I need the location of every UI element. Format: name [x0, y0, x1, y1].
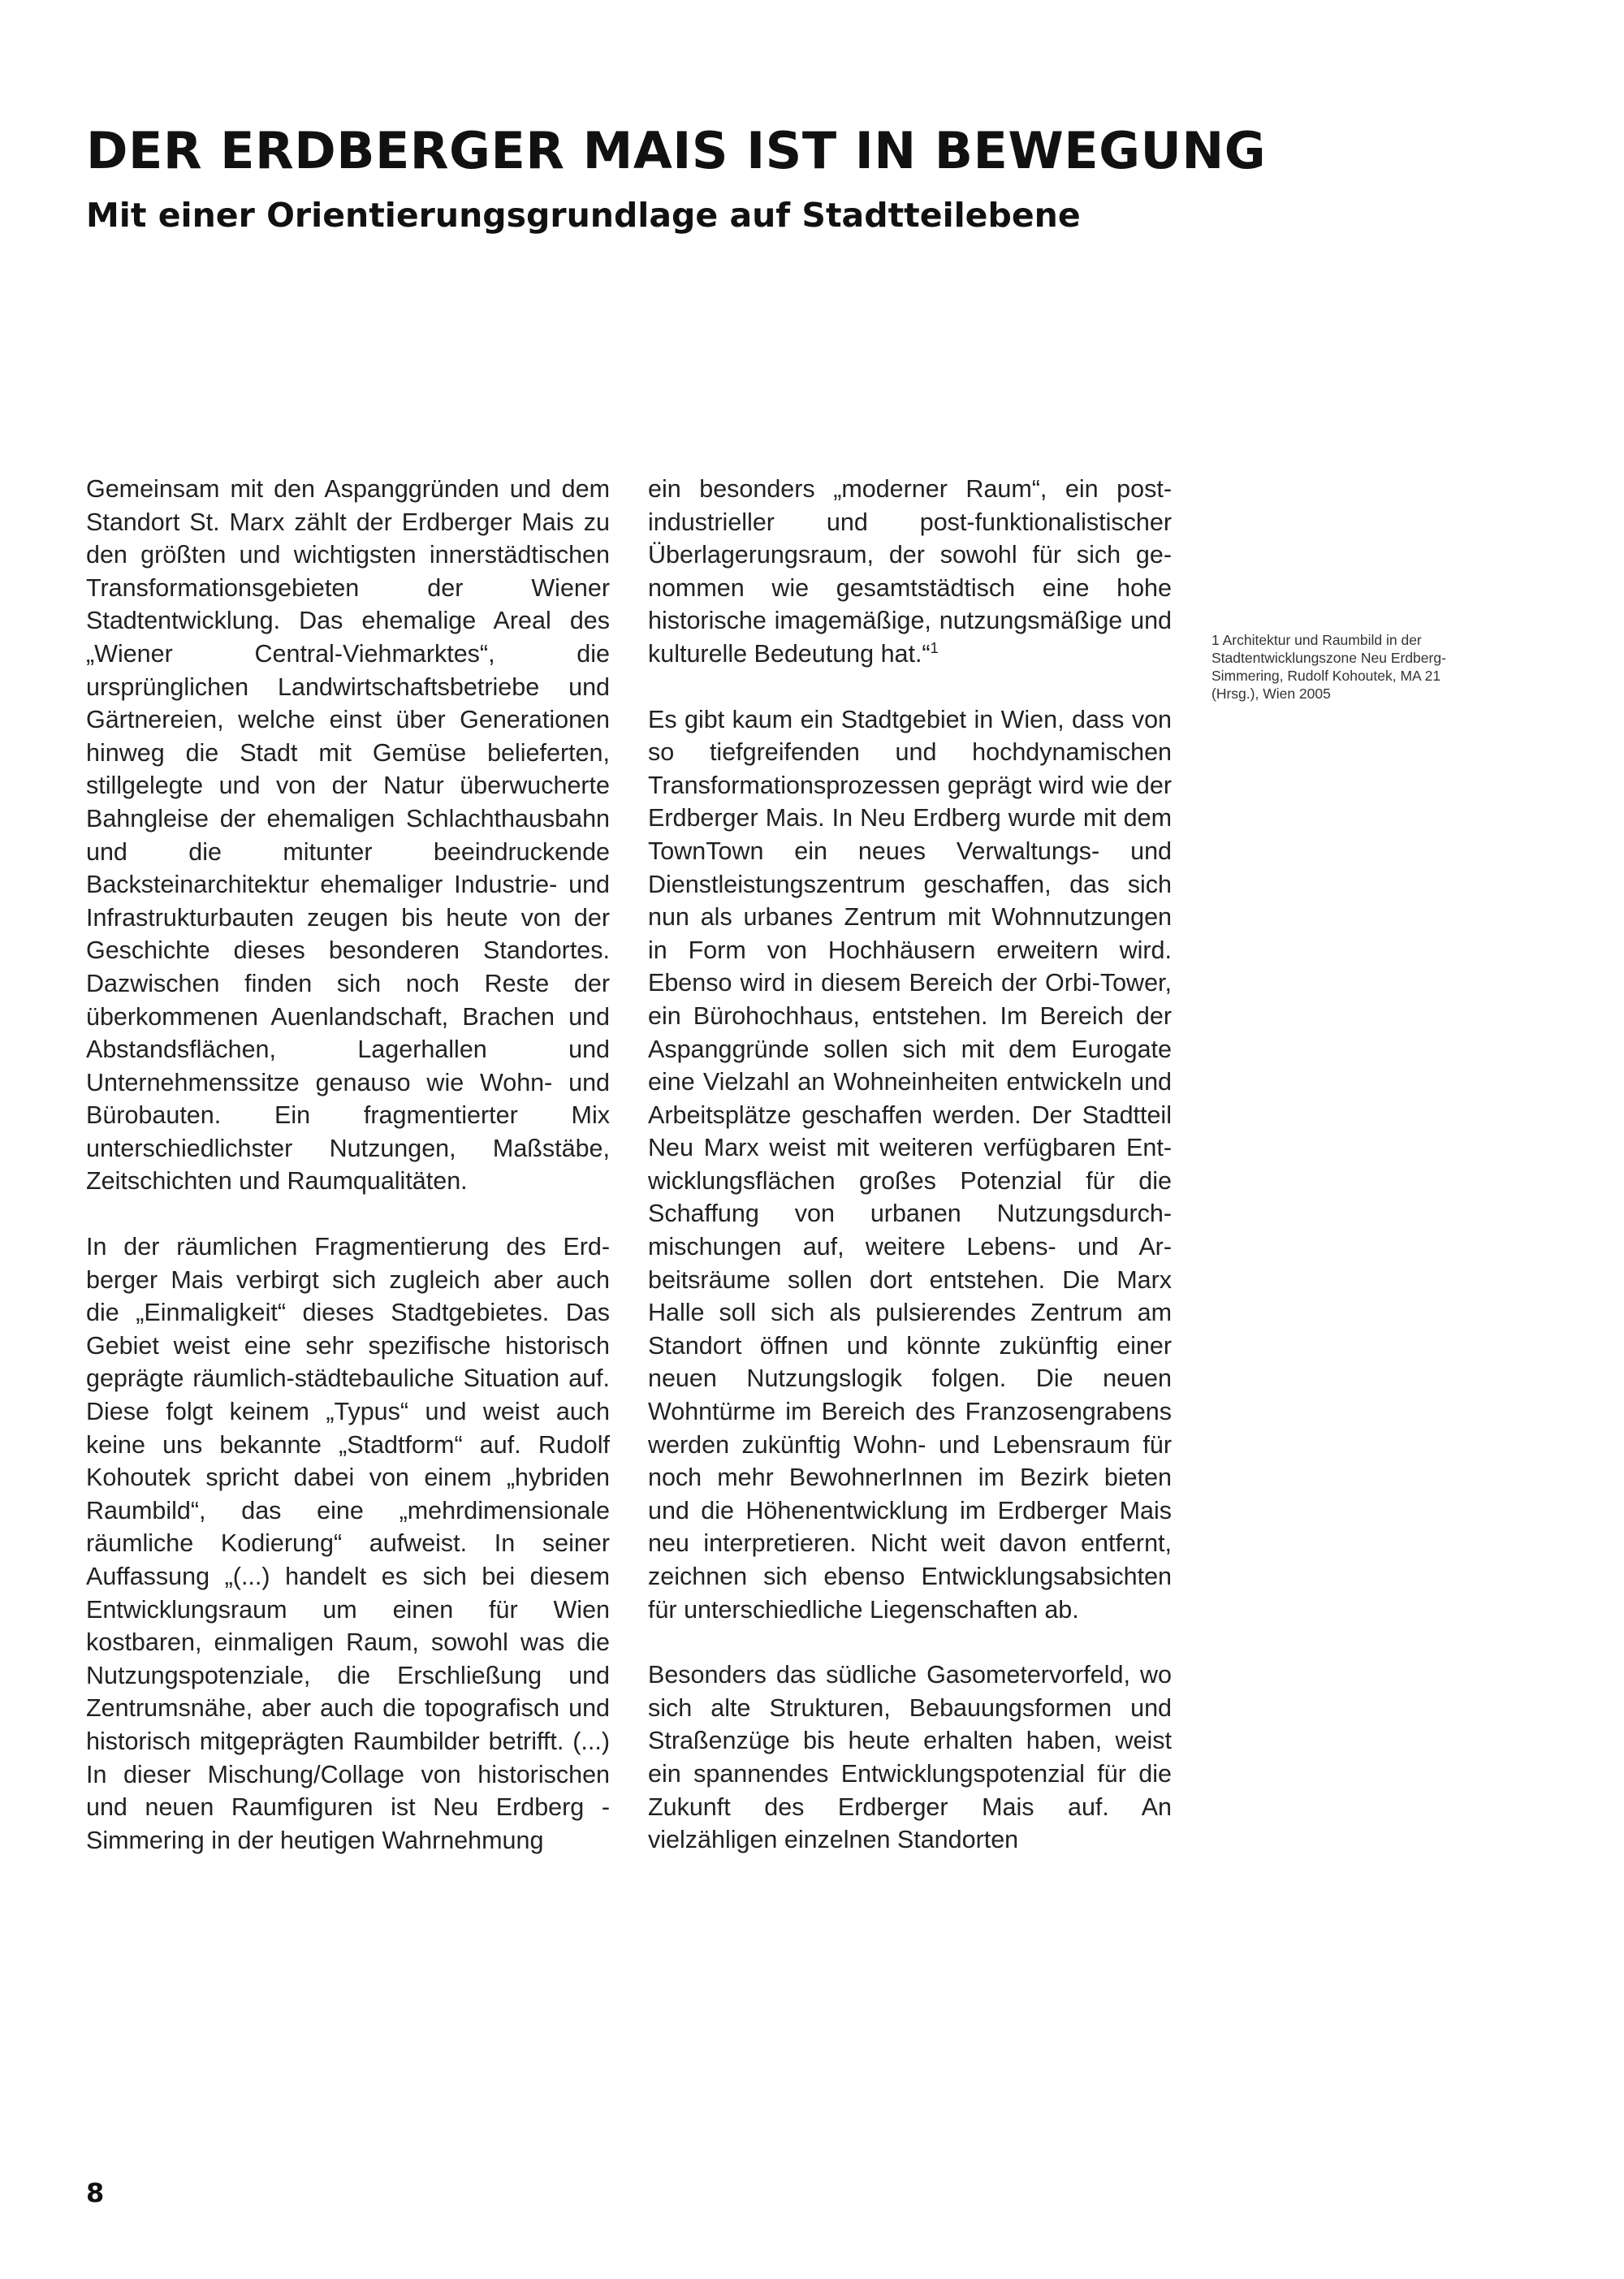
paragraph: In der räumlichen Fragmentierung des Erdberger Mais verbirgt sich zugleich aber auch die „Einmaligkeit“ dieses Stadtgebietes. Das Gebiet weist eine sehr spezifische historisch geprägte räumlich-städtebauliche Situation auf. Diese folgt keinem „Typus“ und weist auch keine uns bekannte „Stadtform“ auf. Rudolf Kohoutek spricht dabei von einem „hybriden Raumbild“, das eine „mehrdimensionale räumliche Kodierung“ aufweist. In seiner Auffassung „(...) handelt es sich bei diesem Entwicklungsraum um einen für Wien kostbaren, einmaligen Raum, sowohl was die Nutzungspotenziale, die Erschließung und Zentrumsnähe, aber auch die topografisch und historisch mitgeprägten Raumbilder betrifft. (...) In dieser Mischung/Collage von historischen und neuen Raumfiguren ist Neu Erdberg - Simmering in der heutigen Wahrnehmung [86, 1233, 610, 1854]
page-title: DER ERDBERGER MAIS IST IN BEWEGUNG [86, 121, 1267, 180]
page-subtitle: Mit einer Orientierungsgrundlage auf Stadtteilebene [86, 196, 1081, 235]
footnote-reference: 1 [930, 639, 939, 656]
paragraph: Gemeinsam mit den Aspanggründen und dem Standort St. Marx zählt der Erdberger Mais zu den größten und wichtigsten innerstädtischen Transformationsgebieten der Wiener Stadtentwicklung. Das ehemalige Areal des „Wiener Central-Viehmarktes“, die ursprünglichen Landwirtschaftsbetriebe und Gärtnereien, welche einst über Generationen hinweg die Stadt mit Gemüse belieferten, stillgelegte und von der Natur überwucherte Bahngleise der ehemaligen Schlachthausbahn und die mitunter beeindruckende Backsteinarchitektur ehemaliger Industrie- und Infrastrukturbauten zeugen bis heute von der Geschichte dieses besonderen Standortes. Dazwischen finden sich noch Reste der überkommenen Auenlandschaft, Brachen und Abstandsflächen, Lagerhallen und Unternehmenssitze genauso wie Wohn- und Bürobauten. Ein fragmentierter Mix unterschiedlichster Nutzungen, Maßstäbe, Zeitschichten und Raumqualitäten. [86, 475, 610, 1196]
paragraph: Es gibt kaum ein Stadtgebiet in Wien, dass von so tiefgreifenden und hochdynamischen Transformationsprozessen geprägt wird wie der Erdberger Mais. In Neu Erdberg wurde mit dem TownTown ein neues Verwaltungs- und Dienstleistungszentrum geschaffen, das sich nun als urbanes Zentrum mit Wohnnutzungen in Form von Hochhäusern erweitern wird. Ebenso wird in diesem Bereich der Orbi-Tower, ein Bürohochhaus, entstehen. Im Bereich der Aspanggründe sollen sich mit dem Eurogate eine Vielzahl an Wohneinheiten entwickeln und Arbeitsplätze geschaffen werden. Der Stadtteil Neu Marx weist mit weiteren verfügbaren Entwicklungsflächen großes Potenzial für die Schaffung von urbanen Nutzungsdurchmischungen auf, weitere Lebens- und Arbeitsräume sollen dort entstehen. Die Marx Halle soll sich als pulsierendes Zentrum am Standort öffnen und könnte zukünftig einer neuen Nutzungslogik folgen. Die neuen Wohntürme im Bereich des Franzosengrabens werden zukünftig Wohn- und Lebensraum für noch mehr BewohnerInnen im Bezirk bieten und die Höhenentwicklung im Erdberger Mais neu interpretieren. Nicht weit davon entfernt, zeichnen sich ebenso Entwicklungsabsichten für unterschiedliche Liegenschaften ab. [648, 705, 1172, 1624]
page-number: 8 [86, 2177, 105, 2208]
paragraph-text: ein besonders „moderner Raum“, ein postindustrieller und post-funktionalistischer Überlagerungsraum, der sowohl für sich genommen wie gesamtstädtisch eine hohe historische imagemäßige, nutzungsmäßige und kulturelle Bedeutung hat.“ [648, 475, 1172, 668]
text-column-right [648, 473, 1172, 1889]
text-column-left [86, 473, 610, 1889]
paragraph: Besonders das südliche Gasometervorfeld, wo sich alte Strukturen, Bebauungsformen und Straßenzüge bis heute erhalten haben, weist ein spannendes Entwicklungspotenzial für die Zukunft des Erdberger Mais auf. An vielzähligen einzelnen Standorten [648, 1661, 1172, 1854]
footnote: 1 Architektur und Raumbild in der Stadtentwicklungszone Neu Erdberg-Simmering, Rudolf Kohoutek, MA 21 (Hrsg.), Wien 2005 [1212, 632, 1446, 702]
paragraph [648, 473, 1172, 671]
